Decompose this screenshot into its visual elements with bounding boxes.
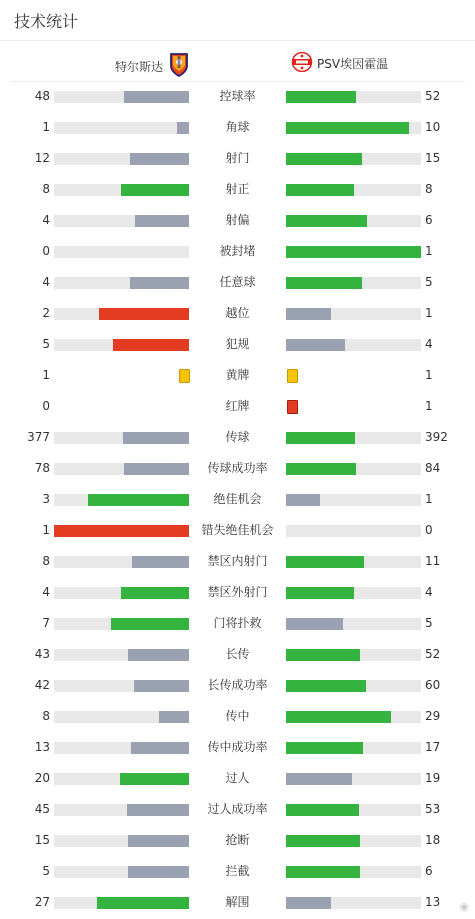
away-bar-fill [286, 277, 362, 289]
home-bar-fill [54, 525, 189, 537]
home-value: 7 [42, 616, 50, 630]
home-bar-fill [120, 773, 189, 785]
away-bar-track [286, 742, 421, 754]
home-bar-fill [97, 897, 189, 909]
stat-row [0, 763, 475, 794]
home-bar-track [54, 897, 189, 909]
home-bar-track [54, 153, 189, 165]
home-bar-fill [130, 277, 189, 289]
away-bar-fill [286, 804, 359, 816]
home-bar-fill [124, 463, 189, 475]
home-value: 12 [34, 151, 50, 165]
away-bar-track [286, 153, 421, 165]
home-bar-track [54, 649, 189, 661]
home-bar-fill [121, 587, 189, 599]
stat-row [0, 608, 475, 639]
stat-row [0, 887, 475, 918]
away-bar-fill [286, 184, 354, 196]
home-bar-fill [131, 742, 189, 754]
home-bar-track [54, 711, 189, 723]
away-bar-fill [286, 91, 356, 103]
away-bar-track [286, 649, 421, 661]
home-value: 15 [34, 833, 50, 847]
away-bar-fill [286, 649, 360, 661]
home-bar-fill [123, 432, 189, 444]
stat-row [0, 329, 475, 360]
home-bar-fill [99, 308, 189, 320]
stat-label: 禁区外射门 [207, 585, 268, 599]
stat-label: 角球 [225, 120, 250, 134]
stat-label: 越位 [225, 306, 250, 320]
away-bar-track [286, 835, 421, 847]
away-value: 13 [425, 895, 441, 909]
home-value: 377 [27, 430, 50, 444]
section-title: 技术统计 [14, 12, 79, 31]
stat-row [0, 732, 475, 763]
away-bar-fill [286, 711, 391, 723]
home-bar-fill [128, 866, 189, 878]
home-value: 3 [42, 492, 50, 506]
home-bar-fill [124, 91, 189, 103]
stat-label: 错失绝佳机会 [201, 523, 274, 537]
away-bar-track [286, 246, 421, 258]
yellow-card-icon [179, 369, 190, 383]
stat-row [0, 825, 475, 856]
stat-label: 黄牌 [225, 368, 250, 382]
stat-row [0, 174, 475, 205]
away-value: 19 [425, 771, 441, 785]
home-value: 45 [34, 802, 50, 816]
away-bar-track [286, 587, 421, 599]
stat-label: 长传 [225, 647, 250, 661]
away-value: 29 [425, 709, 441, 723]
home-bar-track [54, 308, 189, 320]
home-bar-track [54, 277, 189, 289]
away-bar-fill [286, 897, 331, 909]
stat-row [0, 639, 475, 670]
stat-row [0, 391, 475, 422]
stat-row [0, 81, 475, 112]
home-value: 4 [42, 275, 50, 289]
away-value: 6 [425, 864, 433, 878]
stat-label: 绝佳机会 [213, 492, 262, 506]
stat-label: 传中 [225, 709, 250, 723]
away-bar-fill [286, 556, 364, 568]
stat-label: 传中成功率 [207, 740, 268, 754]
home-bar-track [54, 494, 189, 506]
away-value: 15 [425, 151, 441, 165]
home-value: 2 [42, 306, 50, 320]
away-value: 8 [425, 182, 433, 196]
away-bar-fill [286, 494, 320, 506]
away-bar-fill [286, 463, 356, 475]
home-bar-track [54, 680, 189, 692]
away-value: 6 [425, 213, 433, 227]
away-bar-track [286, 618, 421, 630]
home-value: 43 [34, 647, 50, 661]
away-bar-track [286, 494, 421, 506]
away-bar-fill [286, 866, 360, 878]
away-bar-fill [286, 215, 367, 227]
away-value: 5 [425, 275, 433, 289]
home-bar-fill [130, 153, 189, 165]
home-bar-track [54, 432, 189, 444]
stat-label: 门将扑救 [213, 616, 262, 630]
away-value: 84 [425, 461, 441, 475]
home-value: 8 [42, 554, 50, 568]
home-bar-track [54, 866, 189, 878]
away-bar-fill [286, 587, 354, 599]
away-bar-fill [286, 835, 360, 847]
home-bar-track [54, 463, 189, 475]
stat-label: 传球 [225, 430, 250, 444]
home-bar-fill [128, 649, 189, 661]
away-value: 1 [425, 368, 433, 382]
away-value: 18 [425, 833, 441, 847]
home-bar-fill [128, 835, 189, 847]
home-value: 1 [42, 120, 50, 134]
stat-label: 犯规 [225, 337, 250, 351]
home-bar-track [54, 835, 189, 847]
stat-row [0, 360, 475, 391]
away-value: 1 [425, 244, 433, 258]
stat-label: 过人 [225, 771, 250, 785]
home-bar-fill [135, 215, 189, 227]
away-value: 0 [425, 523, 433, 537]
stat-label: 拦截 [225, 864, 250, 878]
stat-label: 被封堵 [219, 244, 256, 258]
away-bar-track [286, 184, 421, 196]
away-bar-fill [286, 339, 345, 351]
away-bar-fill [286, 618, 343, 630]
away-value: 17 [425, 740, 441, 754]
stat-label: 控球率 [219, 89, 256, 103]
home-bar-track [54, 773, 189, 785]
away-bar-track [286, 804, 421, 816]
away-value: 52 [425, 647, 441, 661]
stat-row [0, 236, 475, 267]
away-bar-track [286, 91, 421, 103]
away-value: 1 [425, 306, 433, 320]
away-bar-track [286, 215, 421, 227]
stat-row [0, 515, 475, 546]
away-bar-fill [286, 308, 331, 320]
stat-row [0, 670, 475, 701]
stat-row [0, 112, 475, 143]
stat-label: 红牌 [225, 399, 250, 413]
stat-row [0, 143, 475, 174]
away-bar-track [286, 866, 421, 878]
away-bar-track [286, 897, 421, 909]
home-bar-track [54, 91, 189, 103]
home-value: 1 [42, 368, 50, 382]
home-bar-track [54, 556, 189, 568]
stat-label: 射门 [225, 151, 250, 165]
home-bar-track [54, 742, 189, 754]
stat-row [0, 484, 475, 515]
stat-row [0, 422, 475, 453]
away-bar-fill [286, 742, 363, 754]
stat-row [0, 701, 475, 732]
stat-row [0, 546, 475, 577]
away-bar-fill [286, 773, 352, 785]
home-bar-fill [113, 339, 189, 351]
stat-row [0, 856, 475, 887]
home-value: 4 [42, 585, 50, 599]
home-bar-fill [111, 618, 189, 630]
away-value: 1 [425, 399, 433, 413]
home-bar-track [54, 246, 189, 258]
away-value: 60 [425, 678, 441, 692]
away-bar-track [286, 711, 421, 723]
yellow-card-icon [287, 369, 298, 383]
away-value: 4 [425, 337, 433, 351]
home-bar-track [54, 184, 189, 196]
home-value: 4 [42, 213, 50, 227]
home-bar-fill [134, 680, 189, 692]
home-team-name: 特尔斯达 [114, 60, 163, 74]
home-value: 1 [42, 523, 50, 537]
home-value: 0 [42, 244, 50, 258]
away-bar-track [286, 463, 421, 475]
home-bar-track [54, 339, 189, 351]
home-value: 48 [34, 89, 50, 103]
away-team-name: PSV埃因霍温 [317, 57, 389, 71]
home-bar-fill [132, 556, 189, 568]
stat-label: 过人成功率 [207, 802, 268, 816]
home-bar-fill [127, 804, 189, 816]
home-value: 27 [34, 895, 50, 909]
stat-row [0, 794, 475, 825]
away-bar-track [286, 277, 421, 289]
home-value: 5 [42, 864, 50, 878]
stat-label: 任意球 [219, 275, 256, 289]
away-value: 52 [425, 89, 441, 103]
home-bar-track [54, 525, 189, 537]
home-bar-track [54, 215, 189, 227]
away-bar-track [286, 525, 421, 537]
away-bar-fill [286, 680, 366, 692]
away-value: 11 [425, 554, 441, 568]
stat-row [0, 453, 475, 484]
stat-label: 抢断 [225, 833, 250, 847]
away-bar-track [286, 556, 421, 568]
away-value: 392 [425, 430, 448, 444]
home-value: 78 [34, 461, 50, 475]
home-value: 8 [42, 182, 50, 196]
away-bar-track [286, 122, 421, 134]
stat-row [0, 298, 475, 329]
home-value: 8 [42, 709, 50, 723]
watermark: ◉ [459, 900, 469, 913]
away-bar-track [286, 308, 421, 320]
stat-row [0, 205, 475, 236]
away-value: 5 [425, 616, 433, 630]
away-bar-fill [286, 246, 421, 258]
away-bar-fill [286, 122, 409, 134]
stat-label: 射偏 [225, 213, 250, 227]
away-bar-fill [286, 432, 355, 444]
home-bar-track [54, 587, 189, 599]
away-value: 4 [425, 585, 433, 599]
away-bar-fill [286, 153, 362, 165]
away-value: 53 [425, 802, 441, 816]
away-bar-track [286, 773, 421, 785]
away-bar-track [286, 680, 421, 692]
stat-row [0, 577, 475, 608]
stat-label: 传球成功率 [207, 461, 268, 475]
stat-label: 解围 [225, 895, 250, 909]
stat-label: 长传成功率 [207, 678, 268, 692]
home-value: 20 [34, 771, 50, 785]
home-bar-track [54, 122, 189, 134]
red-card-icon [287, 400, 298, 414]
away-bar-track [286, 432, 421, 444]
stat-label: 禁区内射门 [207, 554, 268, 568]
home-bar-fill [177, 122, 189, 134]
home-value: 42 [34, 678, 50, 692]
away-bar-track [286, 339, 421, 351]
stat-row [0, 267, 475, 298]
home-bar-track [54, 804, 189, 816]
home-value: 13 [34, 740, 50, 754]
home-bar-fill [121, 184, 189, 196]
home-bar-track [54, 618, 189, 630]
home-bar-fill [159, 711, 189, 723]
home-value: 5 [42, 337, 50, 351]
away-value: 10 [425, 120, 441, 134]
home-value: 0 [42, 399, 50, 413]
away-value: 1 [425, 492, 433, 506]
stat-label: 射正 [225, 182, 250, 196]
home-bar-fill [88, 494, 189, 506]
